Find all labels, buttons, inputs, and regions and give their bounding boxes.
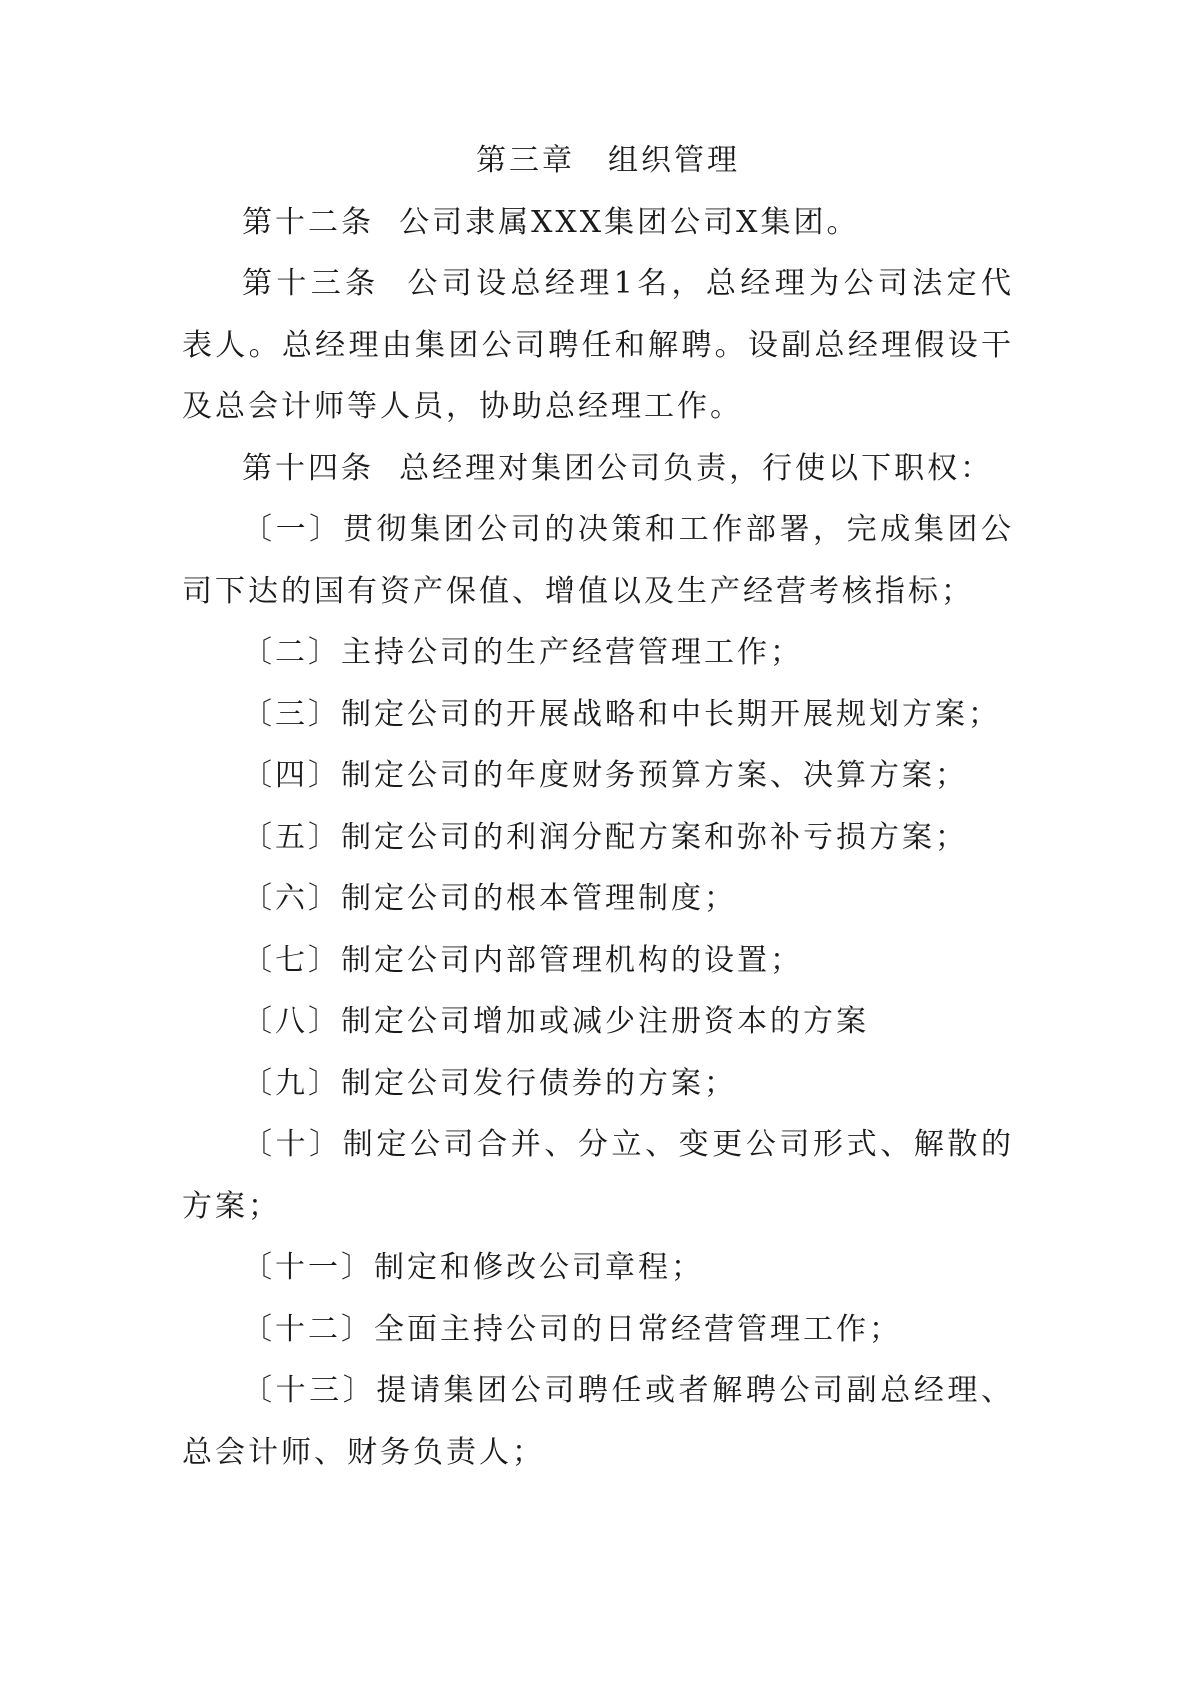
article-13 (182, 253, 1014, 438)
chapter-title: 第三章 组织管理 (476, 143, 740, 178)
article-13-gap (380, 266, 408, 301)
article-14-number: 第十四条 (242, 450, 374, 486)
article-14 (182, 438, 1014, 500)
article-12 (182, 192, 1014, 254)
list-item: 〔三〕制定公司的开展战略和中长期开展规划方案； (242, 696, 1001, 732)
article-12-number: 第十二条 (242, 204, 374, 240)
article-13-number: 第十三条 (242, 266, 380, 301)
list-item: 〔六〕制定公司的根本管理制度； (242, 881, 737, 916)
list-item: 〔十〕制定公司合并、分立、变更公司形式、解散的方案； (182, 1127, 1014, 1224)
article-12-text: 公司隶属XXX集团公司X集团。 (399, 204, 860, 240)
list-item: 〔九〕制定公司发行债券的方案； (242, 1065, 737, 1101)
list-item: 〔七〕制定公司内部管理机构的设置； (242, 942, 803, 978)
article-14-text: 总经理对集团公司负责，行使以下职权： (399, 450, 994, 486)
article-12-gap (374, 205, 399, 240)
document-body (182, 130, 1014, 1483)
article-13-text: 公司设总经理1名，总经理为公司法定代表人。总经理由集团公司聘任和解聘。设副总经理假设干及总会计师等人员，协助总经理工作。 (182, 266, 1015, 424)
article-14-gap (374, 451, 399, 486)
list-item: 〔一〕贯彻集团公司的决策和工作部署，完成集团公司下达的国有资产保值、增值以及生产经营考核指标； (182, 512, 1014, 609)
list-item: 〔八〕制定公司增加或减少注册资本的方案 (242, 1004, 869, 1039)
list-item: 〔十三〕提请集团公司聘任或者解聘公司副总经理、总会计师、财务负责人； (182, 1373, 1014, 1470)
list-item: 〔五〕制定公司的利润分配方案和弥补亏损方案； (242, 819, 968, 855)
list-item: 〔十一〕制定和修改公司章程； (242, 1250, 704, 1285)
list-item: 〔二〕主持公司的生产经营管理工作； (242, 635, 803, 670)
list-item: 〔十二〕全面主持公司的日常经营管理工作； (242, 1311, 902, 1347)
list-item: 〔四〕制定公司的年度财务预算方案、决算方案； (242, 758, 968, 793)
